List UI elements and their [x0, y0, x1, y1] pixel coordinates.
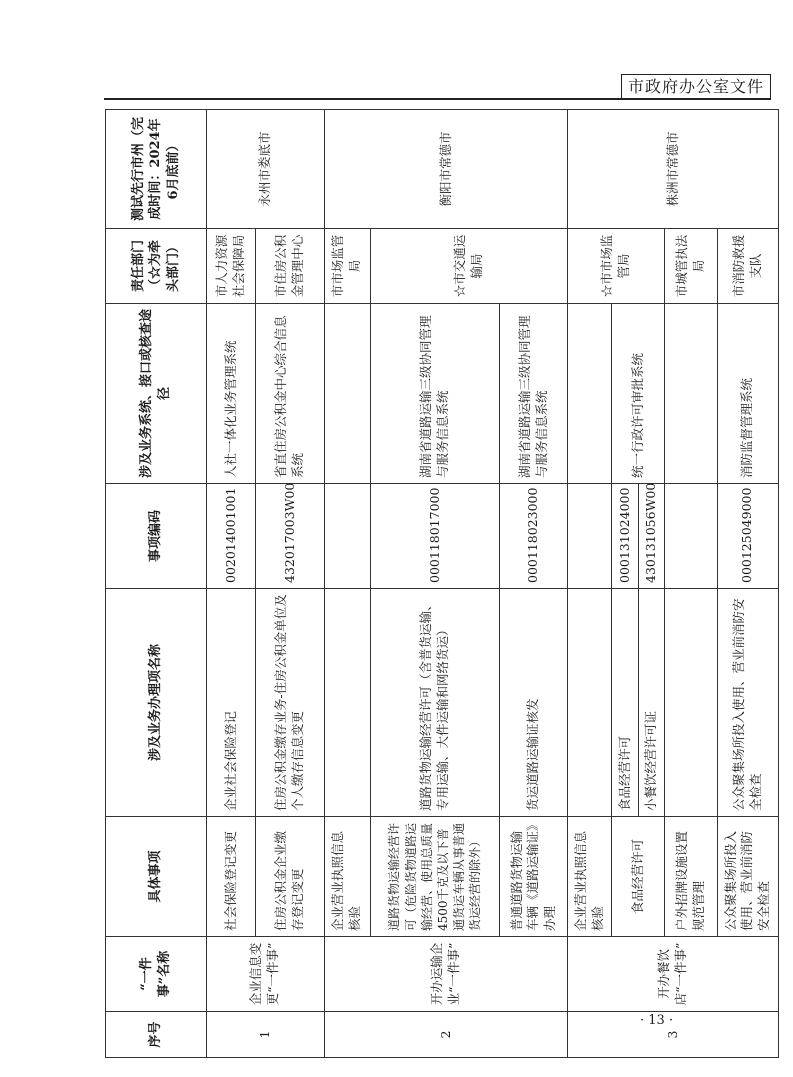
biz-name: 企业社会保险登记 — [207, 589, 256, 817]
item-code: 002014001001 — [207, 484, 256, 589]
item-code: 432017003W00 — [256, 484, 324, 589]
dept-name: ☆市市场监管局 — [568, 229, 665, 304]
item-code — [665, 484, 718, 589]
biz-name: 公众聚集场所投入使用、营业前消防安全检查 — [717, 589, 778, 817]
specific-item: 企业营业执照信息核验 — [568, 817, 612, 937]
service-table — [105, 109, 779, 1058]
col-header-code: 事项编码 — [106, 484, 207, 589]
col-header-no: 序号 — [106, 1012, 207, 1058]
dept-name: ☆市交通运输局 — [370, 229, 568, 304]
specific-item: 公众聚集场所投入使用、营业前消防安全检查 — [717, 817, 778, 937]
table-row — [256, 110, 324, 1058]
table-header-row — [106, 110, 207, 1058]
specific-item: 道路货物运输经营许可（危险货物道路运输经营、使用总质量4500千克及以下普通货运车辆从事普通货运经营的除外） — [370, 817, 500, 937]
dept-name: 市人力资源社会保障局 — [207, 229, 256, 304]
item-code: 000118023000 — [500, 484, 568, 589]
col-header-city: 测试先行市州（完成时间：2024年6月底前） — [106, 110, 207, 229]
system-name: 统一行政许可审批系统 — [612, 304, 665, 484]
specific-item: 食品经营许可 — [612, 817, 665, 937]
rotated-table-wrapper — [105, 110, 779, 1058]
specific-item: 企业营业执照信息核验 — [324, 817, 370, 937]
system-name — [568, 304, 612, 484]
item-code — [324, 484, 370, 589]
table-row — [665, 110, 718, 1058]
dept-name: 市消防救援支队 — [717, 229, 778, 304]
system-name: 人社一体化业务管理系统 — [207, 304, 256, 484]
specific-item: 户外招牌设施设置规范管理 — [665, 817, 718, 937]
biz-name: 食品经营许可 — [612, 589, 638, 817]
item-code — [568, 484, 612, 589]
table-row — [370, 110, 500, 1058]
system-name — [665, 304, 718, 484]
pilot-city: 株洲市常德市 — [568, 110, 779, 229]
page-number: · 13 · — [640, 1013, 674, 1028]
item-code: 430131056W00 — [638, 484, 664, 589]
biz-name — [665, 589, 718, 817]
system-name: 湖南省道路运输三级协同管理与服务信息系统 — [370, 304, 500, 484]
biz-name — [568, 589, 612, 817]
col-header-biz: 涉及业务办理项名称 — [106, 589, 207, 817]
system-name — [324, 304, 370, 484]
event-name: 开办餐饮店“一件事” — [568, 937, 779, 1012]
specific-item: 住房公积金企业缴存登记变更 — [256, 817, 324, 937]
col-header-system: 涉及业务系统、接口或核查途径 — [106, 304, 207, 484]
biz-name: 道路货物运输经营许可（含普货运输、专用运输、大件运输和网络货运） — [370, 589, 500, 817]
col-header-name: “一件事”名称 — [106, 937, 207, 1012]
row-no: 2 — [324, 1012, 568, 1058]
col-header-item: 具体事项 — [106, 817, 207, 937]
event-name: 开办运输企业“一件事” — [324, 937, 568, 1012]
item-code: 000118017000 — [370, 484, 500, 589]
dept-name: 市城管执法局 — [665, 229, 718, 304]
header-rule — [104, 98, 771, 100]
item-code: 000125049000 — [717, 484, 778, 589]
specific-item: 普通道路货物运输车辆《道路运输证》办理 — [500, 817, 568, 937]
event-name: 企业信息变更“一件事” — [207, 937, 325, 1012]
system-name: 消防监督管理系统 — [717, 304, 778, 484]
dept-name: 市市场监管局 — [324, 229, 370, 304]
dept-name: 市住房公积金管理中心 — [256, 229, 324, 304]
biz-name: 住房公积金缴存业务-住房公积金单位及个人缴存信息变更 — [256, 589, 324, 817]
table-row — [568, 110, 612, 1058]
table-row — [324, 110, 370, 1058]
pilot-city: 衡阳市常德市 — [324, 110, 568, 229]
specific-item: 社会保险登记变更 — [207, 817, 256, 937]
biz-name — [324, 589, 370, 817]
row-no: 1 — [207, 1012, 325, 1058]
document-header-title: 市政府办公室文件 — [621, 74, 771, 100]
table-row — [717, 110, 778, 1058]
col-header-dept: 责任部门（☆为牵头部门） — [106, 229, 207, 304]
system-name: 省直住房公积金中心综合信息系统 — [256, 304, 324, 484]
row-no: 3 — [568, 1012, 779, 1058]
table-row — [207, 110, 256, 1058]
system-name: 湖南省道路运输三级协同管理与服务信息系统 — [500, 304, 568, 484]
pilot-city: 永州市娄底市 — [207, 110, 325, 229]
item-code: 000131024000 — [612, 484, 638, 589]
biz-name: 小餐饮经营许可证 — [638, 589, 664, 817]
biz-name: 货运道路运输证核发 — [500, 589, 568, 817]
